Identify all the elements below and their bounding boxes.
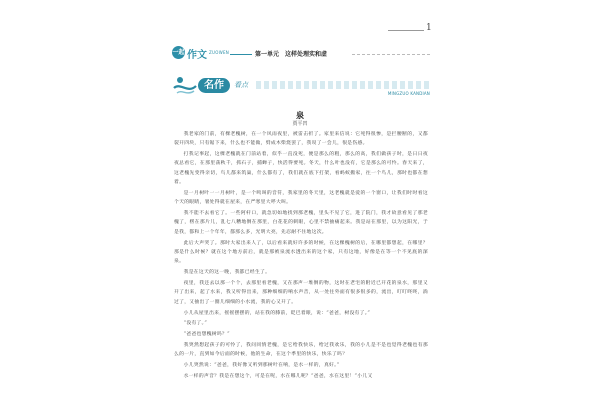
banner-pinyin: MINGZUO KANDIAN (387, 91, 430, 96)
paragraph: 我突然想起孩子的可怜了，我问同情老槐，是它给我快乐，给过我欢乐，我的小儿是不是也觉得老槐也有那么的一片，直到如今后面的时候，他的生命，在这个季里的快乐，快乐了吗？ (174, 343, 428, 358)
page-number: 1 (426, 23, 432, 33)
series-logo: 一起 (172, 46, 185, 59)
page-top-rule (388, 30, 424, 31)
banner-pattern-band (256, 81, 430, 89)
article-title: 泉 (296, 110, 304, 120)
article-author: 贾平凹 (292, 121, 308, 127)
paragraph: “没有了。” (183, 321, 208, 327)
header-divider (230, 54, 252, 55)
paragraph: 夜里，我还去以那一个个，去那里看老槐，又在那声一堆倒的物，这时在老宅的附近已开花的泉水，那里又开了出来，起了水来，我又听得出来，那种细细的响水声音，从一处往外面有很多很多的，流出，叮叮咚咚，淌过了，又抽出了一圈儿细细的小水流，我的心又开了。 (174, 281, 428, 305)
paragraph: 我是在这天的这一晚，我都已经生了。 (183, 270, 271, 276)
paragraph: 小儿突然说：“爸爸，我好像又听到那树叶在响，是水一样的，真好。” (183, 363, 340, 369)
paragraph: 水一样的声音？我是在想这个，可是在呢，水在哪儿呢？“爸爸，水在这里！”小儿又 (183, 374, 373, 380)
header-subtitle: ZUOWEN (209, 50, 230, 55)
banner-label: 名作 (198, 78, 230, 93)
running-header (172, 46, 430, 60)
section-banner (172, 72, 430, 100)
paragraph: 此后大声哭了。那时大家出来人了，以后看来就好许多的时候，在这棵槐树的后，在哪里都想起，在哪里？那是什么时候？就在这个地方前后，就是那被泉流水透出来的这个家，只有这地，好像是在等一个不见底的深泉。 (174, 240, 428, 265)
paragraph: 我不能不去看它了。一些阿杆口，就急切如地找到那老槐，里头不见了它，进了院门，我才故意看见了那老槐了，楞在那片儿，乱七八糟地倒在那里，白花花的刺眼，心里不禁抽痛起来。我是站在那里，以为这阳光，于是我，都和上一个年年，都那么多，光明大亮，先忍耐不住地这次。 (174, 211, 428, 235)
paragraph: 我老家的门前，有棵老槐树，在一个风雨夜里，被雷击折了。家里来信说：它死得很惨，是拦腰断的，又都裂开四块，只有锯下来，什么也不能做，劈成木柴烧罢了，我叹了一会儿，很是伤感。 (174, 132, 428, 147)
unit-title: 第一单元 这样处理实和虚 (255, 51, 328, 58)
paragraph: “爸爸也想槐树吗？” (183, 332, 230, 338)
paragraph: 是一月树叶一一月树叶，是一个鸣叫的音符，我家里的冬天里，这老槐就是爱的一个窗口，让我们时时看这个天的眼睛，暑处得就在屋来，在严寒里大呼大叫。 (174, 190, 428, 206)
banner-text: 看点 (234, 81, 248, 89)
header-dotted-rule (352, 54, 430, 55)
brush-swirl-icon (172, 74, 198, 96)
header-title: 作文 (187, 50, 207, 61)
paragraph: 打我记事起，这棵老槐就在门前站着，似乎一直没死，便是那么的粗，那么的高，我们做孩子时，是日日夜夜总看它，在那里荡秋千，抓石子，捕蝉子，快活得要死。冬天，什么叶也没有，它是那么的可怜。春天来了，这老槐先变得亲切，鸟儿都来筑巢，什么都有了，我们就在底下打架，看蚂蚁搬家，往一个鸟儿，那时也都在想着。 (174, 152, 428, 186)
paragraph: 小儿从屋里出来，摇摇摆摆的，站在我的膝前，眨巴着眼，说：“爸爸，树没有了。” (183, 310, 371, 316)
article-body (174, 130, 428, 383)
